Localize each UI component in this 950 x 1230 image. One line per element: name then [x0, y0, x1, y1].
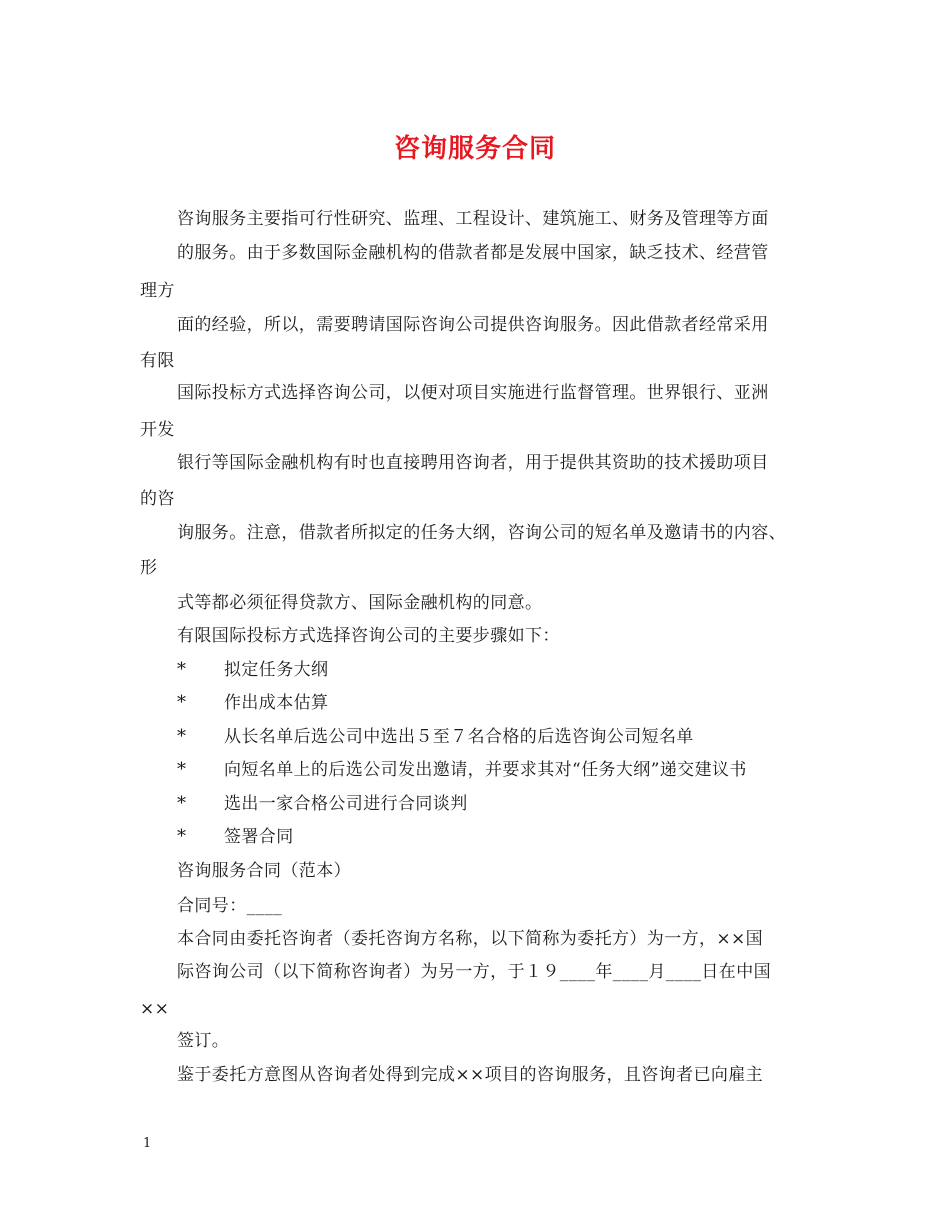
bullet-star: *: [177, 826, 186, 847]
paragraph-line: 询服务。注意，借款者所拟定的任务大纲，咨询公司的短名单及邀请书的内容、: [177, 523, 786, 543]
paragraph-line: 开发: [140, 420, 175, 440]
bullet-item: 向短名单上的后选公司发出邀请，并要求其对“任务大纲”递交建议书: [224, 760, 747, 780]
paragraph-line: 合同号：____: [177, 896, 283, 916]
paragraph-line: 理方: [140, 281, 175, 301]
paragraph-line: 式等都必须征得贷款方、国际金融机构的同意。: [177, 593, 543, 613]
page-number: 1: [143, 1136, 152, 1151]
bullet-star: *: [177, 759, 186, 780]
paragraph-line: 有限: [140, 351, 175, 371]
bullet-item: 从长名单后选公司中选出５至７名合格的后选咨询公司短名单: [224, 727, 694, 747]
paragraph-line: 的服务。由于多数国际金融机构的借款者都是发展中国家，缺乏技术、经营管: [177, 243, 769, 263]
paragraph-line: 国际投标方式选择咨询公司，以便对项目实施进行监督管理。世界银行、亚洲: [177, 383, 769, 403]
paragraph-line: 有限国际投标方式选择咨询公司的主要步骤如下：: [177, 626, 560, 646]
bullet-star: *: [177, 692, 186, 713]
paragraph-line: 际咨询公司（以下简称咨询者）为另一方，于１９____年____月____日在中国: [177, 962, 771, 982]
paragraph-line: 鉴于委托方意图从咨询者处得到完成××项目的咨询服务，且咨询者已向雇主: [177, 1065, 764, 1085]
paragraph-line: 的咨: [140, 489, 175, 509]
bullet-item: 拟定任务大纲: [224, 660, 329, 680]
bullet-item: 签署合同: [224, 827, 294, 847]
bullet-star: *: [177, 659, 186, 680]
paragraph-line: ××: [140, 999, 170, 1019]
paragraph-line: 银行等国际金融机构有时也直接聘用咨询者，用于提供其资助的技术援助项目: [177, 453, 769, 473]
bullet-star: *: [177, 726, 186, 747]
paragraph-line: 签订。: [177, 1031, 230, 1051]
paragraph-line: 咨询服务合同（范本）: [177, 861, 351, 881]
bullet-star: *: [177, 793, 186, 814]
paragraph-line: 本合同由委托咨询者（委托咨询方名称，以下简称为委托方）为一方，××国: [177, 929, 764, 949]
bullet-item: 作出成本估算: [224, 693, 329, 713]
paragraph-line: 面的经验，所以，需要聘请国际咨询公司提供咨询服务。因此借款者经常采用: [177, 315, 769, 335]
bullet-item: 选出一家合格公司进行合同谈判: [224, 794, 468, 814]
paragraph-line: 形: [140, 558, 158, 578]
paragraph-line: 咨询服务主要指可行性研究、监理、工程设计、建筑施工、财务及管理等方面: [177, 209, 769, 229]
document-title: 咨询服务合同: [393, 134, 556, 164]
